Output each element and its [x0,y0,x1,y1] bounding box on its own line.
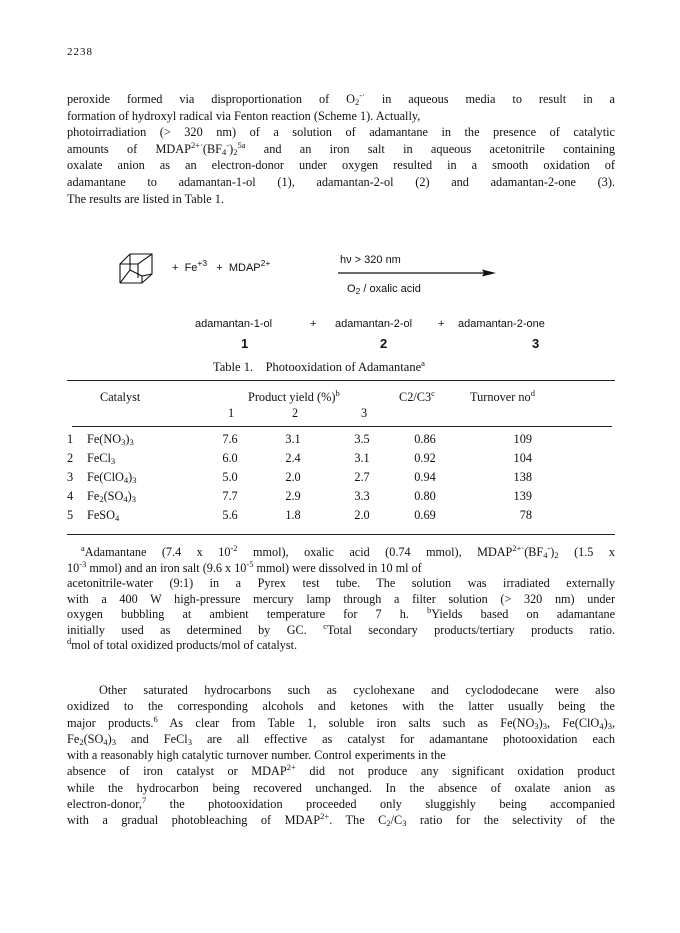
cell-y1: 7.6 [222,432,238,446]
cell-y2: 1.8 [285,508,301,522]
cell-y3: 3.5 [354,432,370,446]
intro-paragraph [67,91,615,207]
text-line: absence of iron catalyst or $MDAP^{2+}$ did not produce any significant oxidation product [67,762,615,779]
cell-y2: 2.4 [285,451,301,465]
cell-y3: 3.1 [354,451,370,465]
cell-num: 5 [67,508,74,522]
cell-catalyst: $Fe(NO_3)_3$ [87,432,134,447]
cell-ton: 104 [513,451,532,465]
product-3-name: adamantan-2-one [458,318,545,330]
cell-y2: 2.9 [285,489,301,503]
cell-ton: 139 [513,489,532,503]
page-number: 2238 [67,46,93,58]
header-product-yield: Product yield (%)$^b$ [248,388,340,404]
footnote-line: $10^{-3}$ mmol) and an iron salt (9.6 x $10^{-5}$ mmol) were dissolved in 10 ml of [67,558,422,575]
adamantane-structure [116,248,156,286]
irradiation-condition: hν > 320 nm [340,254,401,266]
header-turnover: Turnover $no^d$ [470,388,535,404]
reaction-conditions: $O_2$ / oxalic acid [347,283,421,296]
text-line: with a reasonably high catalytic turnover number. Control experiments in the [67,748,446,763]
footnote-line: initially used as determined by GC. $^c$Total secondary products/tertiary products ratio. [67,620,616,637]
text-line: amounts of $MDAP^{2+\cdot}(BF_4^-)_2^{5a}$ and an iron salt in aqueous acetonitrile containing [67,139,615,157]
header-catalyst: Catalyst [100,390,141,404]
cell-y1: 6.0 [222,451,238,465]
compound-number-1: 1 [241,336,249,351]
text-line: $Fe_2(SO_4)_3$ and FeCl$_3$ are all effective as catalyst for adamantane photooxidation each [67,731,615,747]
text-line: adamantane to adamantan-1-ol (1), adamantan-2-ol (2) and adamantan-2-one (3). [67,174,615,189]
table-top-rule [67,380,615,381]
scheme-plus: + [438,318,445,330]
cell-num: 1 [67,432,74,446]
text-line: photoirradiation (> 320 nm) of a solution of adamantane in the presence of catalytic [67,125,615,140]
cell-y3: 2.7 [354,470,370,484]
table-bottom-rule [67,534,615,535]
text-line: major products.$^6$ As clear from Table 1, soluble iron salts such as $Fe(NO_3)_3$, $Fe(ClO_4)_3$, [67,713,616,731]
iron-reagent: $Fe^{+3}$ [184,258,208,274]
cell-ton: 109 [513,432,532,446]
footnote-line: $^a$Adamantane (7.4 x $10^{-2}$ mmol), oxalic acid (0.74 mmol), $MDAP^{2+\cdot}(BF_4^-)_2$ (1.5 x [81,543,615,560]
text-line: oxalate anion as an electron-donor under oxygen resulted in a smooth oxidation of [67,158,615,173]
text-line: with a gradual photobleaching of $MDAP^{2+}$. The $C_2/C_3$ ratio for the selectivity of the [67,811,615,829]
footnote-line: with a 400 W high-pressure mercury lamp through a filter solution (> 320 nm) under [67,591,615,606]
text-line: Other saturated hydrocarbons such as cyclohexane and cyclododecane were also [99,683,615,697]
cell-y2: 2.0 [285,470,301,484]
header-ratio: C2/C3$^c$ [399,388,435,404]
text-line: formation of hydroxyl radical via Fenton reaction (Scheme 1). Actually, [67,108,421,123]
reaction-arrow [338,268,498,278]
text-line: peroxide formed via disproportionation of $O_2^{-\cdot}$ in aqueous media to result in a [67,90,615,107]
cell-y3: 3.3 [354,489,370,503]
cell-ratio: 0.92 [414,451,436,465]
cell-y3: 2.0 [354,508,370,522]
header-compound-1: 1 [228,406,235,420]
footnote-line: oxygen bubbling at ambient temperature for 7 h. $^b$Yields based on adamantane [67,605,616,621]
footnote-line: acetonitrile-water (9:1) in a Pyrex test tube. The solution was irradiated externally [67,576,615,590]
cell-catalyst: FeSO$_4$ [87,508,120,523]
compound-number-3: 3 [532,336,540,351]
scheme-plus: + [216,262,223,274]
product-1-name: adamantan-1-ol [195,318,273,330]
scheme-plus: + [172,262,179,274]
text-line: electron-donor,$^7$ the photooxidation proceeded only sluggishly being accompanied [67,795,615,812]
cell-ratio: 0.86 [414,432,436,446]
mdap-reagent: $MDAP^{2+}$ [228,258,271,274]
cell-num: 4 [67,489,74,503]
text-line: The results are listed in Table 1. [67,191,225,206]
product-2-name: adamantan-2-ol [335,318,413,330]
cell-ratio: 0.80 [414,489,436,503]
discussion-paragraph [67,682,615,829]
cell-catalyst: FeCl$_3$ [87,451,116,466]
cell-num: 2 [67,451,74,465]
cell-ton: 78 [519,508,532,522]
table-header-rule [72,426,612,427]
scheme-plus: + [310,318,317,330]
footnote-line: $^d$mol of total oxidized products/mol of catalyst. [67,636,298,652]
text-line: oxidized to the corresponding alcohols and ketones with the latter usually being the [67,699,615,714]
cell-catalyst: $Fe_2(SO_4)_3$ [87,489,136,504]
cell-ratio: 0.94 [414,470,436,484]
cell-num: 3 [67,470,74,484]
cell-y1: 7.7 [222,489,238,503]
text-line: while the hydrocarbon being recovered unchanged. In the absence of oxalate anion as [67,780,615,795]
cell-y1: 5.6 [222,508,238,522]
cell-y1: 5.0 [222,470,238,484]
header-compound-2: 2 [292,406,299,420]
cell-catalyst: $Fe(ClO_4)_3$ [87,470,137,485]
table-footnotes [67,545,615,654]
compound-number-2: 2 [380,336,388,351]
cell-ton: 138 [513,470,532,484]
cell-ratio: 0.69 [414,508,436,522]
cell-y2: 3.1 [285,432,301,446]
table-caption: Table 1. Photooxidation of Adamantane$^a$ [213,358,425,374]
header-compound-3: 3 [361,406,368,420]
